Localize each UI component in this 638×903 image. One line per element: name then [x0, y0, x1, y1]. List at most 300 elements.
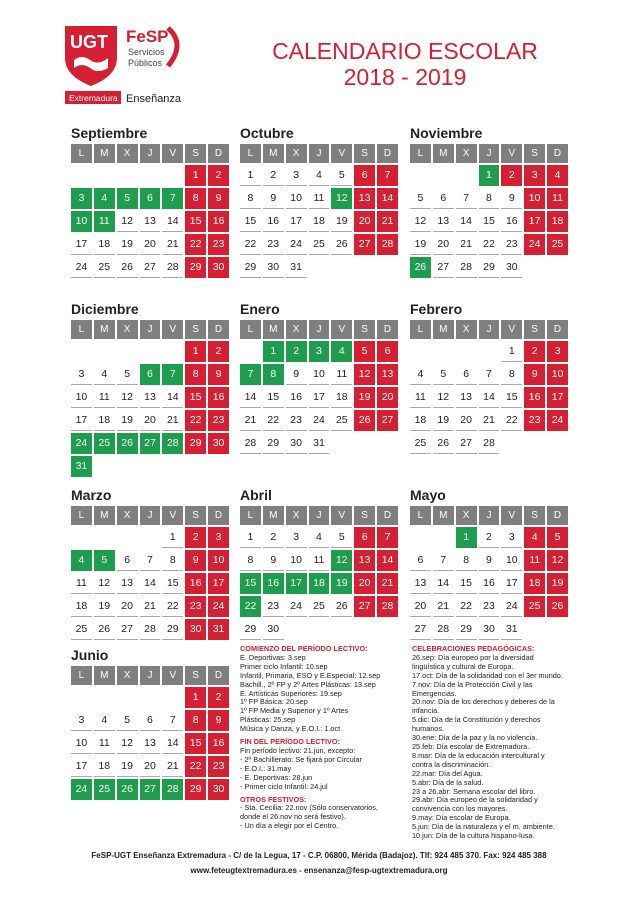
day-cell: 16 [208, 733, 229, 754]
week-row [71, 234, 229, 255]
day-cell: 12 [354, 364, 375, 385]
info-line: 30.ene: Día de la paz y la no violencia. [412, 733, 538, 743]
day-cell: 29 [240, 257, 261, 278]
region-text: Extremadura [69, 93, 118, 103]
day-cell: 7 [377, 527, 398, 548]
weekday-header: V [162, 320, 183, 339]
day-cell: 22 [263, 410, 284, 431]
day-cell: 11 [410, 387, 431, 408]
month-table [238, 504, 400, 642]
info-line: 20.nov: Día de los derechos y deberes de la [412, 697, 555, 707]
day-cell: 18 [94, 234, 115, 255]
weekday-header: X [117, 144, 138, 163]
weekday-header: J [479, 320, 500, 339]
week-row [240, 165, 398, 186]
day-cell: 24 [501, 596, 522, 617]
day-cell: 19 [94, 596, 115, 617]
day-cell: 27 [456, 433, 477, 454]
week-row [71, 779, 229, 800]
day-cell: 22 [501, 410, 522, 431]
info-line: E. Deportivas: 3.sep [240, 652, 306, 662]
day-cell: 30 [208, 433, 229, 454]
empty-cell [185, 456, 206, 477]
day-cell: 23 [286, 410, 307, 431]
day-cell: 15 [456, 573, 477, 594]
day-cell: 21 [479, 410, 500, 431]
weekday-header: L [240, 320, 261, 339]
day-cell: 10 [286, 188, 307, 209]
day-cell: 26 [331, 596, 352, 617]
info-line: Emergencias. [412, 688, 457, 698]
info-line: Fin período lectivo: 21.jun, excepto: [240, 745, 356, 755]
day-cell: 1 [185, 687, 206, 708]
day-cell: 25 [309, 596, 330, 617]
info-line: humanos. [412, 724, 445, 734]
day-cell: 24 [71, 779, 92, 800]
day-cell: 14 [162, 387, 183, 408]
day-cell: 17 [286, 573, 307, 594]
info-line: E. Artísticas Superiores: 19.sep [240, 688, 342, 698]
day-cell: 16 [263, 573, 284, 594]
day-cell: 2 [208, 687, 229, 708]
weekday-header: S [354, 506, 375, 525]
day-cell: 10 [547, 364, 568, 385]
empty-cell [354, 619, 375, 640]
month-table [69, 142, 231, 280]
week-row [410, 188, 568, 209]
weekday-header: J [309, 144, 330, 163]
day-cell: 20 [433, 234, 454, 255]
day-cell: 11 [94, 733, 115, 754]
week-row [410, 211, 568, 232]
weekday-header: S [185, 320, 206, 339]
weekday-header: M [433, 144, 454, 163]
day-cell: 28 [377, 234, 398, 255]
day-cell: 19 [433, 410, 454, 431]
day-cell: 23 [524, 410, 545, 431]
day-cell: 4 [94, 710, 115, 731]
day-cell: 13 [140, 211, 161, 232]
day-cell: 10 [286, 550, 307, 571]
day-cell: 5 [117, 364, 138, 385]
day-cell: 10 [71, 211, 92, 232]
empty-cell [140, 527, 161, 548]
day-cell: 7 [162, 188, 183, 209]
empty-cell [240, 341, 261, 362]
day-cell: 13 [140, 387, 161, 408]
weekday-header: S [524, 320, 545, 339]
day-cell: 3 [547, 341, 568, 362]
day-cell: 27 [354, 234, 375, 255]
day-cell: 8 [240, 550, 261, 571]
day-cell: 4 [94, 188, 115, 209]
week-row [410, 619, 568, 640]
day-cell: 9 [185, 550, 206, 571]
day-cell: 14 [377, 188, 398, 209]
weekday-header: S [524, 506, 545, 525]
weekday-header: V [162, 144, 183, 163]
day-cell: 2 [524, 341, 545, 362]
day-cell: 23 [501, 234, 522, 255]
empty-cell [354, 433, 375, 454]
day-cell: 16 [208, 387, 229, 408]
fesp-text: FeSP [126, 27, 169, 46]
week-row [71, 710, 229, 731]
month-5 [410, 300, 570, 456]
weekday-header: X [117, 320, 138, 339]
day-cell: 19 [331, 573, 352, 594]
day-cell: 24 [286, 234, 307, 255]
day-cell: 19 [547, 573, 568, 594]
day-cell: 29 [456, 619, 477, 640]
day-cell: 19 [410, 234, 431, 255]
week-row [410, 550, 568, 571]
info-heading: COMIENZO DEL PERÍODO LECTIVO: [240, 644, 368, 653]
day-cell: 28 [162, 433, 183, 454]
day-cell: 27 [354, 596, 375, 617]
day-cell: 2 [479, 527, 500, 548]
day-cell: 28 [433, 619, 454, 640]
day-cell: 7 [240, 364, 261, 385]
day-cell: 26 [547, 596, 568, 617]
day-cell: 18 [94, 756, 115, 777]
day-cell: 18 [71, 596, 92, 617]
day-cell: 10 [501, 550, 522, 571]
empty-cell [377, 257, 398, 278]
weekday-header: L [71, 320, 92, 339]
day-cell: 29 [479, 257, 500, 278]
empty-cell [94, 341, 115, 362]
day-cell: 13 [410, 573, 431, 594]
day-cell: 2 [501, 165, 522, 186]
day-cell: 12 [117, 387, 138, 408]
area-text: Enseñanza [126, 93, 182, 105]
day-cell: 20 [117, 596, 138, 617]
day-cell: 12 [410, 211, 431, 232]
day-cell: 19 [117, 410, 138, 431]
day-cell: 29 [185, 779, 206, 800]
weekday-header: J [479, 144, 500, 163]
day-cell: 29 [185, 257, 206, 278]
week-row [71, 687, 229, 708]
day-cell: 3 [501, 527, 522, 548]
day-cell: 21 [162, 410, 183, 431]
day-cell: 23 [263, 234, 284, 255]
info-line: 5.dic: Día de la Constitución y derechos [412, 715, 541, 725]
info-line: Primer ciclo Infantil: 10.sep [240, 661, 328, 671]
month-table [238, 318, 400, 456]
day-cell: 9 [286, 364, 307, 385]
day-cell: 26 [117, 257, 138, 278]
empty-cell [456, 165, 477, 186]
day-cell: 27 [140, 779, 161, 800]
weekday-header: D [547, 144, 568, 163]
title-line1: CALENDARIO ESCOLAR [272, 38, 538, 64]
day-cell: 7 [456, 188, 477, 209]
day-cell: 16 [524, 387, 545, 408]
month-name: Mayo [410, 487, 446, 503]
weekday-header: X [456, 320, 477, 339]
week-row [410, 527, 568, 548]
day-cell: 16 [501, 211, 522, 232]
day-cell: 14 [433, 573, 454, 594]
month-table [408, 504, 570, 642]
empty-cell [331, 433, 352, 454]
info-line: - Primer ciclo Infantil: 24.jul [240, 781, 328, 791]
week-row [240, 433, 398, 454]
day-cell: 30 [263, 257, 284, 278]
weekday-header: J [479, 506, 500, 525]
day-cell: 29 [185, 433, 206, 454]
day-cell: 4 [524, 527, 545, 548]
day-cell: 5 [410, 188, 431, 209]
month-table [238, 142, 400, 280]
empty-cell [117, 165, 138, 186]
weekday-header: V [331, 506, 352, 525]
day-cell: 14 [140, 573, 161, 594]
weekday-header: L [71, 506, 92, 525]
title-line2: 2018 - 2019 [343, 64, 467, 90]
day-cell: 16 [208, 211, 229, 232]
day-cell: 8 [456, 550, 477, 571]
info-line: - E.O.I.: 31.may [240, 763, 292, 773]
day-cell: 22 [185, 756, 206, 777]
day-cell: 22 [185, 234, 206, 255]
info-line: Infantil, Primaria, ESO y E.Especial: 12.sep [240, 670, 381, 680]
info-line: lingüística y cultural de Europa. [412, 661, 514, 671]
info-lectivo [240, 645, 400, 831]
day-cell: 30 [501, 257, 522, 278]
info-line: 1º FP Media y Superior y 1º Artes [240, 706, 349, 716]
day-cell: 24 [208, 596, 229, 617]
day-cell: 27 [377, 410, 398, 431]
week-row [71, 550, 229, 571]
day-cell: 5 [354, 341, 375, 362]
day-cell: 30 [479, 619, 500, 640]
day-cell: 10 [524, 188, 545, 209]
month-name: Junio [71, 647, 109, 663]
empty-cell [354, 257, 375, 278]
day-cell: 22 [240, 234, 261, 255]
month-name: Marzo [71, 487, 112, 503]
weekday-header: V [501, 320, 522, 339]
day-cell: 5 [331, 527, 352, 548]
day-cell: 11 [547, 188, 568, 209]
day-cell: 20 [354, 211, 375, 232]
day-cell: 13 [433, 211, 454, 232]
day-cell: 30 [286, 433, 307, 454]
day-cell: 27 [140, 257, 161, 278]
empty-cell [162, 456, 183, 477]
day-cell: 9 [208, 710, 229, 731]
info-line: 7.nov: Día de la Protección Civil y las [412, 679, 533, 689]
weekday-header: S [185, 666, 206, 685]
empty-cell [71, 165, 92, 186]
day-cell: 4 [71, 550, 92, 571]
week-row [71, 387, 229, 408]
month-name: Octubre [240, 125, 294, 141]
empty-cell [433, 527, 454, 548]
week-row [240, 211, 398, 232]
day-cell: 11 [94, 211, 115, 232]
day-cell: 14 [162, 733, 183, 754]
day-cell: 9 [208, 364, 229, 385]
day-cell: 15 [263, 387, 284, 408]
weekday-header: X [456, 506, 477, 525]
day-cell: 13 [140, 733, 161, 754]
week-row [240, 257, 398, 278]
empty-cell [117, 341, 138, 362]
day-cell: 12 [547, 550, 568, 571]
week-row [71, 364, 229, 385]
week-row [240, 387, 398, 408]
week-row [240, 364, 398, 385]
day-cell: 19 [117, 756, 138, 777]
info-line: - Sta. Cecilia: 22.nov (Sólo conservatorios, [240, 803, 378, 813]
day-cell: 11 [94, 387, 115, 408]
day-cell: 9 [263, 188, 284, 209]
services-line2: Públicos [128, 58, 163, 68]
day-cell: 12 [117, 733, 138, 754]
day-cell: 25 [331, 410, 352, 431]
day-cell: 30 [185, 619, 206, 640]
day-cell: 6 [377, 341, 398, 362]
weekday-header: L [71, 666, 92, 685]
day-cell: 30 [208, 779, 229, 800]
empty-cell [140, 456, 161, 477]
day-cell: 11 [524, 550, 545, 571]
info-line: 25.feb: Día escolar de Extremadura. [412, 741, 530, 751]
empty-cell [162, 687, 183, 708]
info-line: - 2º Bachillerato: Se fijará por Circular [240, 754, 362, 764]
day-cell: 9 [524, 364, 545, 385]
day-cell: 14 [479, 387, 500, 408]
weekday-header: L [410, 320, 431, 339]
day-cell: 1 [185, 165, 206, 186]
footer-address: FeSP-UGT Enseñanza Extremadura - C/ de la Legua, 17 - C.P. 06800, Mérida (Badajoz). Tlf: 924 485 370. Fax: 924 485 388 [91, 851, 547, 860]
day-cell: 17 [309, 387, 330, 408]
month-8 [410, 486, 570, 642]
day-cell: 15 [162, 573, 183, 594]
day-cell: 5 [331, 165, 352, 186]
empty-cell [479, 341, 500, 362]
day-cell: 28 [140, 619, 161, 640]
day-cell: 30 [263, 619, 284, 640]
week-row [71, 165, 229, 186]
day-cell: 12 [331, 188, 352, 209]
day-cell: 21 [377, 211, 398, 232]
weekday-header: M [94, 320, 115, 339]
day-cell: 13 [354, 188, 375, 209]
day-cell: 6 [433, 188, 454, 209]
info-line: 9.may: Día escolar de Europa. [412, 813, 511, 823]
weekday-header: X [286, 144, 307, 163]
day-cell: 1 [456, 527, 477, 548]
weekday-header: L [410, 144, 431, 163]
weekday-header: L [71, 144, 92, 163]
day-cell: 8 [185, 188, 206, 209]
week-row [410, 573, 568, 594]
day-cell: 6 [140, 710, 161, 731]
day-cell: 25 [94, 779, 115, 800]
day-cell: 5 [547, 527, 568, 548]
day-cell: 20 [410, 596, 431, 617]
info-line: 8.mar: Día de la educación intercultural y [412, 750, 545, 760]
day-cell: 21 [240, 410, 261, 431]
ugt-logo-icon [62, 24, 242, 106]
week-row [410, 341, 568, 362]
day-cell: 14 [377, 550, 398, 571]
page-title [235, 38, 575, 90]
info-line: 26.sep: Día europeo por la diversidad [412, 652, 534, 662]
empty-cell [410, 527, 431, 548]
week-row [71, 341, 229, 362]
day-cell: 27 [140, 433, 161, 454]
empty-cell [547, 619, 568, 640]
month-table [69, 504, 231, 642]
day-cell: 5 [94, 550, 115, 571]
empty-cell [377, 619, 398, 640]
day-cell: 18 [331, 387, 352, 408]
day-cell: 7 [140, 550, 161, 571]
day-cell: 26 [331, 234, 352, 255]
weekday-header: M [94, 144, 115, 163]
day-cell: 15 [185, 387, 206, 408]
week-row [410, 410, 568, 431]
weekday-header: X [286, 506, 307, 525]
week-row [71, 573, 229, 594]
empty-cell [524, 433, 545, 454]
day-cell: 25 [309, 234, 330, 255]
day-cell: 13 [354, 550, 375, 571]
day-cell: 9 [208, 188, 229, 209]
weekday-header: D [208, 144, 229, 163]
info-line: 29.abr: Día europeo de la solidaridad y [412, 795, 538, 805]
day-cell: 25 [71, 619, 92, 640]
weekday-header: M [263, 320, 284, 339]
day-cell: 4 [547, 165, 568, 186]
day-cell: 17 [71, 410, 92, 431]
month-1 [240, 124, 400, 280]
day-cell: 8 [263, 364, 284, 385]
day-cell: 31 [208, 619, 229, 640]
day-cell: 26 [94, 619, 115, 640]
day-cell: 1 [185, 341, 206, 362]
day-cell: 3 [71, 188, 92, 209]
day-cell: 15 [501, 387, 522, 408]
weekday-header: J [140, 666, 161, 685]
empty-cell [331, 619, 352, 640]
day-cell: 30 [208, 257, 229, 278]
day-cell: 8 [162, 550, 183, 571]
weekday-header: J [140, 144, 161, 163]
week-row [410, 433, 568, 454]
weekday-header: M [94, 666, 115, 685]
day-cell: 3 [286, 165, 307, 186]
day-cell: 27 [410, 619, 431, 640]
day-cell: 6 [456, 364, 477, 385]
day-cell: 31 [286, 257, 307, 278]
day-cell: 6 [140, 188, 161, 209]
weekday-header: J [309, 506, 330, 525]
day-cell: 25 [524, 596, 545, 617]
week-row [240, 188, 398, 209]
day-cell: 3 [71, 710, 92, 731]
weekday-header: S [354, 144, 375, 163]
day-cell: 3 [309, 341, 330, 362]
info-line: 17.oct: Día de la solidaridad con el 3er mundo. [412, 670, 563, 680]
weekday-header: S [185, 506, 206, 525]
